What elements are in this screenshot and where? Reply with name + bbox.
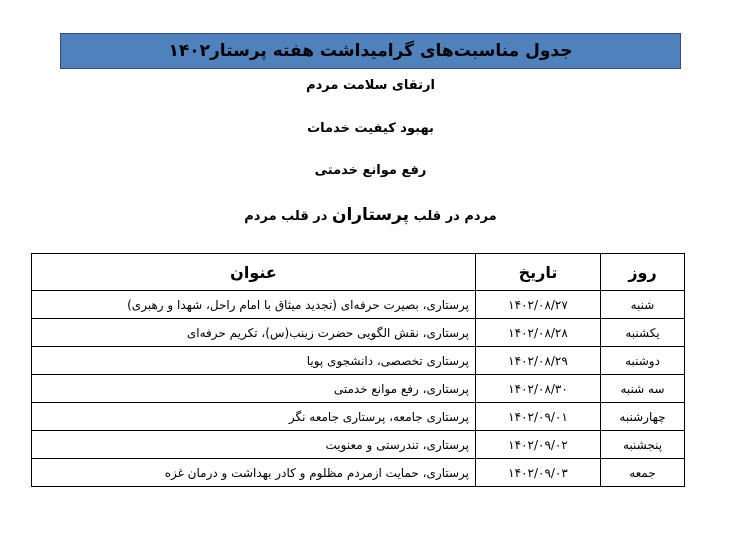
table-header-row [32, 254, 685, 291]
motto [0, 205, 741, 225]
row-day: شنبه [601, 291, 685, 319]
row-date: ۱۴۰۲/۰۹/۰۲ [476, 431, 601, 459]
row-day: یکشنبه [601, 319, 685, 347]
motto-emphasis: پرستاران [331, 205, 410, 225]
row-title: پرستاری، حمایت ازمردم مظلوم و کادر بهداشت و درمان غزه [32, 459, 476, 487]
row-day: سه شنبه [601, 375, 685, 403]
page-title: جدول مناسبت‌های گرامیداشت هفته پرستار۱۴۰۲ [60, 33, 681, 69]
subtitle-line-1: ارتقای سلامت مردم [306, 78, 435, 93]
schedule-table [31, 253, 685, 487]
row-title: پرستاری جامعه، پرستاری جامعه نگر [32, 403, 476, 431]
table-row [32, 291, 685, 319]
row-title: پرستاری، نقش الگویی حضرت زینب(س)، تکریم حرفه‌ای [32, 319, 476, 347]
row-day: چهارشنبه [601, 403, 685, 431]
table-row [32, 431, 685, 459]
row-date: ۱۴۰۲/۰۸/۲۸ [476, 319, 601, 347]
table-row [32, 403, 685, 431]
row-day: جمعه [601, 459, 685, 487]
row-title: پرستاری، رفع موانع خدمتی [32, 375, 476, 403]
row-date: ۱۴۰۲/۰۹/۰۱ [476, 403, 601, 431]
row-date: ۱۴۰۲/۰۸/۳۰ [476, 375, 601, 403]
motto-start: مردم در قلب [409, 209, 497, 224]
table-row [32, 319, 685, 347]
row-date: ۱۴۰۲/۰۹/۰۳ [476, 459, 601, 487]
header-day: روز [601, 254, 685, 291]
row-title: پرستاری، تندرستی و معنویت [32, 431, 476, 459]
row-title: پرستاری تخصصی، دانشجوی پویا [32, 347, 476, 375]
subtitle-line-3: رفع موانع خدمتی [314, 163, 427, 178]
row-day: پنجشنبه [601, 431, 685, 459]
subtitle-line-2: بهبود کیفیت خدمات [307, 121, 434, 136]
table-row [32, 459, 685, 487]
row-date: ۱۴۰۲/۰۸/۲۷ [476, 291, 601, 319]
header-title: عنوان [32, 254, 476, 291]
header-date: تاریخ [476, 254, 601, 291]
table-row [32, 375, 685, 403]
motto-end: در قلب مردم [244, 209, 332, 224]
row-date: ۱۴۰۲/۰۸/۲۹ [476, 347, 601, 375]
row-day: دوشنبه [601, 347, 685, 375]
table-row [32, 347, 685, 375]
row-title: پرستاری، بصیرت حرفه‌ای (تجدید میثاق با امام راحل، شهدا و رهبری) [32, 291, 476, 319]
